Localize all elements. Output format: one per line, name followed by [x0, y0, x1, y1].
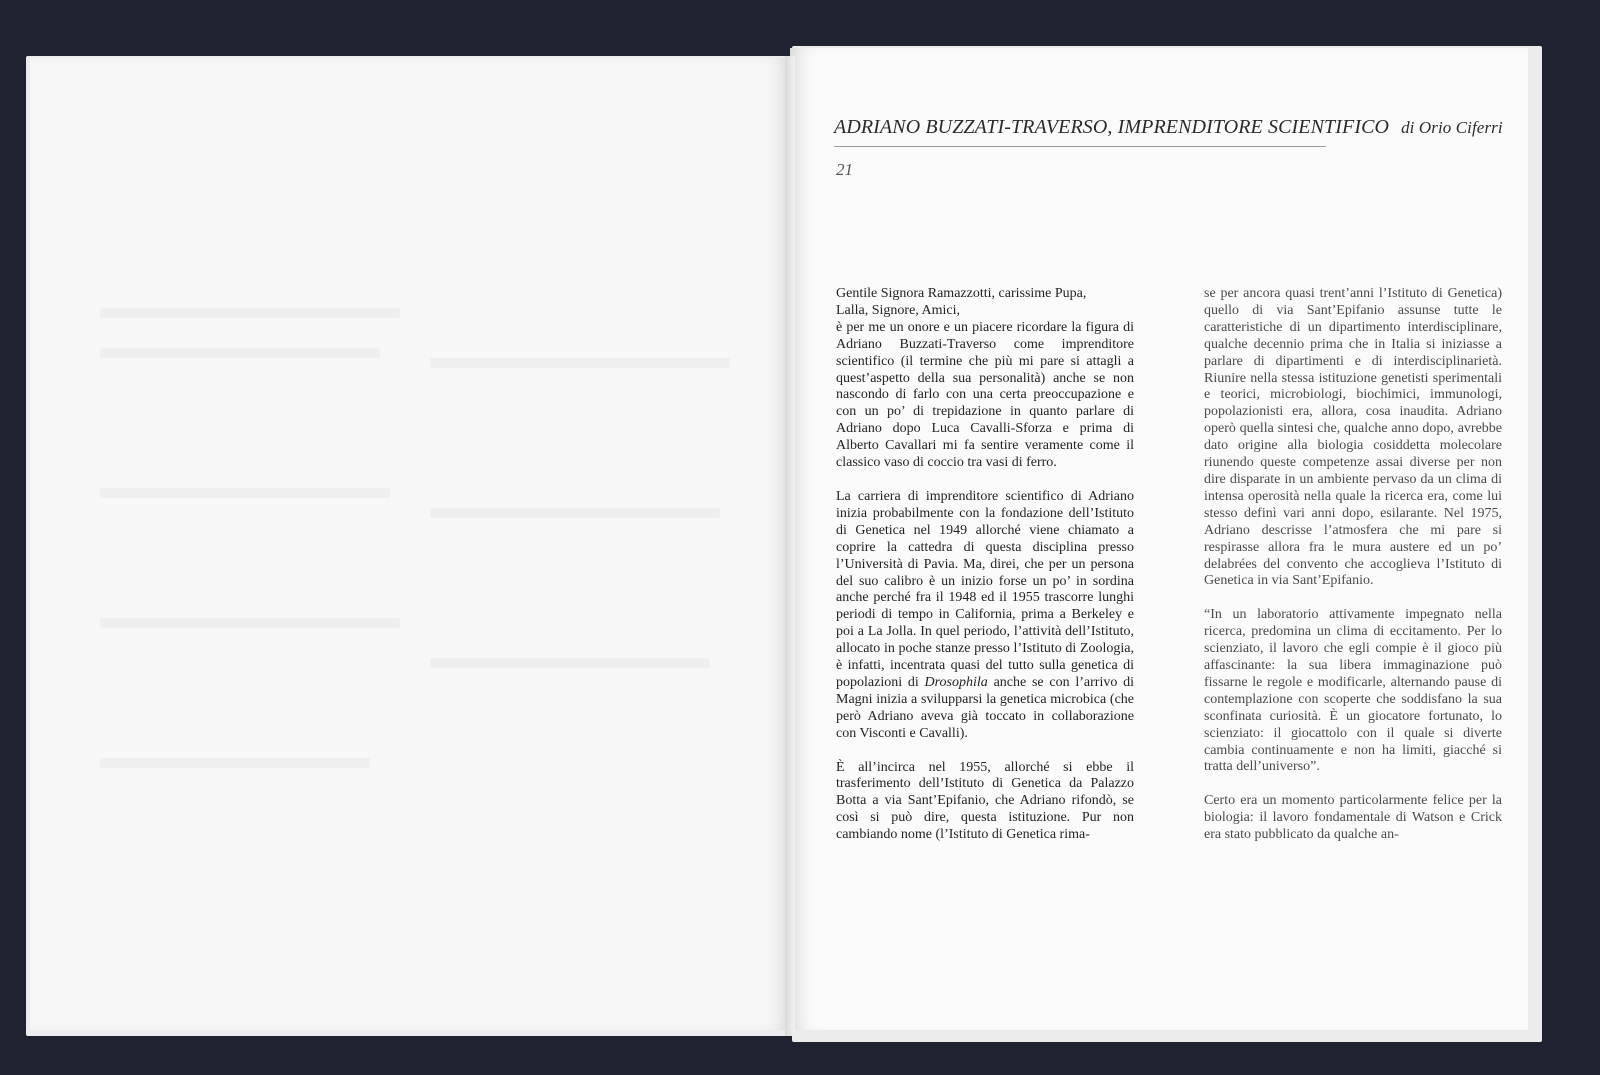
block-quote: “In un laboratorio attivamente impegnato nella ricerca, predomina un clima di eccitamento. Per lo scienziato, il lavoro che egli compie è il gioco più affascinante: la sua libera immaginazione può fissarne le regole e modificarle, alternando pause di contemplazione con scoperte che soddisfano la sua sconfinata curiosità. È un giocatore fortunato, lo scienziato: il giocattolo con il quale si diverte cambia continuamente e non ha limiti, giacché si tratta dell’universo”. [1204, 607, 1502, 775]
show-through-text [100, 618, 400, 628]
article-author: di Orio Ciferri [1401, 118, 1503, 137]
show-through-text [100, 348, 380, 358]
header-rule [834, 146, 1326, 147]
salutation-line: Lalla, Signore, Amici, [836, 302, 961, 318]
show-through-text [430, 658, 710, 668]
article-title: ADRIANO BUZZATI-TRAVERSO, IMPRENDITORE SCIENTIFICO [834, 116, 1390, 138]
paragraph: La carriera di imprenditore scientifico di Adriano inizia probabilmente con la fondazione dell’Istituto di Genetica nel 1949 allorché viene chiamato a coprire la cattedra di questa disciplina presso l’Università di Pavia. Ma, direi, che per un persona del suo calibro è un inizio forse un po’ in sordina anche perché fra il 1948 ed il 1955 trascorre lunghi periodi di tempo in California, prima a Berkeley e poi a La Jolla. In quel periodo, l’attività dell’Istituto, allocato in poche stanze presso l’Istituto di Zoologia, è infatti, incentrata quasi del tutto sulla genetica di popolazioni di Drosophila anche se con l’arrivo di Magni inizia a svilupparsi la genetica microbica (che però Adriano aveva già toccato in collaborazione con Visconti e Cavalli). [836, 488, 1134, 741]
show-through-text [100, 488, 390, 498]
page-number: 21 [836, 160, 853, 179]
running-head [834, 116, 1506, 139]
text-column-left [836, 286, 1134, 861]
species-name: Drosophila [924, 674, 988, 690]
show-through-text [430, 508, 720, 518]
paragraph: È all’incirca nel 1955, allorché si ebbe il trasferimento dell’Istituto di Genetica da Palazzo Botta a via Sant’Epifanio, che Adriano rifondò, se così si può dire, questa istituzione. Pur non cambiando nome (l’Istituto di Genetica rima- [836, 759, 1134, 843]
paragraph: se per ancora quasi trent’anni l’Istituto di Genetica) quello di via Sant’Epifanio assunse tutte le caratteristiche di un dipartimento interdisciplinare, qualche decennio prima che in Italia si iniziasse a parlare di dipartimenti e di interdisciplinarietà. Riunire nella stessa istituzione genetisti sperimentali e teorici, microbiologi, biochimici, immunologi, popolazionisti era, allora, cosa inaudita. Adriano operò quella sintesi che, qualche anno dopo, avrebbe dato origine alla biologia cosiddetta molecolare riunendo queste competenze assai diverse per non dire disparate in un ambiente pervaso da un clima di intensa operosità nella quale la ricerca era, come lui stesso definì vari anni dopo, esilarante. Nel 1975, Adriano descrisse l’atmosfera che mi pare si respirasse allora fra le mura austere ed un po’ delabrées del convento che accoglieva l’Istituto di Genetica in via Sant’Epifanio. [1204, 286, 1502, 589]
salutation-line: Gentile Signora Ramazzotti, carissime Pupa, [836, 286, 1087, 301]
left-page [30, 58, 788, 1030]
show-through-text [100, 308, 400, 318]
book-gutter [785, 56, 795, 1036]
show-through-text [100, 758, 370, 768]
paragraph: Certo era un momento particolarmente felice per la biologia: il lavoro fondamentale di Watson e Crick era stato pubblicato da qualche an- [1204, 793, 1502, 843]
text-column-right [1204, 286, 1502, 861]
paragraph: è per me un onore e un piacere ricordare la figura di Adriano Buzzati-Traverso come imprenditore scientifico (il termine che più mi pare si attagli a quest’aspetto della sua personalità) anche se non nascondo di farlo con una certa preoccupazione e con un po’ di trepidazione in quanto parlare di Adriano dopo Luca Cavalli-Sforza e prima di Alberto Cavallari mi fa sentire veramente come il classico vaso di coccio tra vasi di ferro. [836, 319, 1134, 471]
show-through-text [430, 358, 730, 368]
